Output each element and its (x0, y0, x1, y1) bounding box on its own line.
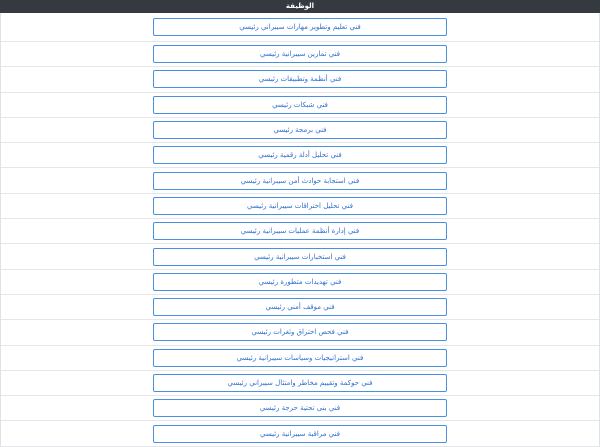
role-button[interactable]: فني إدارة أنظمة عمليات سيبرانية رئيسي (153, 222, 447, 240)
role-button[interactable]: فني شبكات رئيسي (153, 96, 447, 114)
table-row (1, 93, 599, 118)
table-row (1, 194, 599, 219)
role-button[interactable]: فني استجابة حوادث أمن سيبرانية رئيسي (153, 172, 447, 190)
role-button[interactable]: فني تعليم وتطوير مهارات سيبراني رئيسي (153, 18, 447, 36)
table-row (1, 346, 599, 371)
role-button[interactable]: فني موقف أمني رئيسي (153, 298, 447, 316)
column-header-role: الوظيفة (0, 0, 600, 13)
table-row (1, 244, 599, 269)
role-button[interactable]: فني تحليل أدلة رقمية رئيسي (153, 146, 447, 164)
role-button[interactable]: فني تحليل اختراقات سيبرانية رئيسي (153, 197, 447, 215)
table-row (1, 320, 599, 345)
table-body (0, 13, 600, 447)
table-row (1, 13, 599, 42)
table-row (1, 295, 599, 320)
table-row (1, 118, 599, 143)
role-button[interactable]: فني حوكمة وتقييم مخاطر وامتثال سيبراني رئيسي (153, 374, 447, 392)
table-row (1, 143, 599, 168)
table-row (1, 42, 599, 67)
table-row (1, 168, 599, 193)
role-button[interactable]: فني أنظمة وتطبيقات رئيسي (153, 70, 447, 88)
role-button[interactable]: فني فحص اختراق وثغرات رئيسي (153, 323, 447, 341)
role-button[interactable]: فني تهديدات متطورة رئيسي (153, 273, 447, 291)
table-row (1, 67, 599, 92)
table-row (1, 219, 599, 244)
role-button[interactable]: فني بنى تحتية حرجة رئيسي (153, 399, 447, 417)
role-button[interactable]: فني مراقبة سيبرانية رئيسي (153, 425, 447, 443)
table-row (1, 421, 599, 446)
table-row (1, 396, 599, 421)
role-button[interactable]: فني استراتيجيات وسياسات سيبرانية رئيسي (153, 349, 447, 367)
role-button[interactable]: فني برمجة رئيسي (153, 121, 447, 139)
table-row (1, 270, 599, 295)
table-row (1, 371, 599, 396)
role-button[interactable]: فني تمارين سيبرانية رئيسي (153, 45, 447, 63)
role-button[interactable]: فني استخبارات سيبرانية رئيسي (153, 248, 447, 266)
